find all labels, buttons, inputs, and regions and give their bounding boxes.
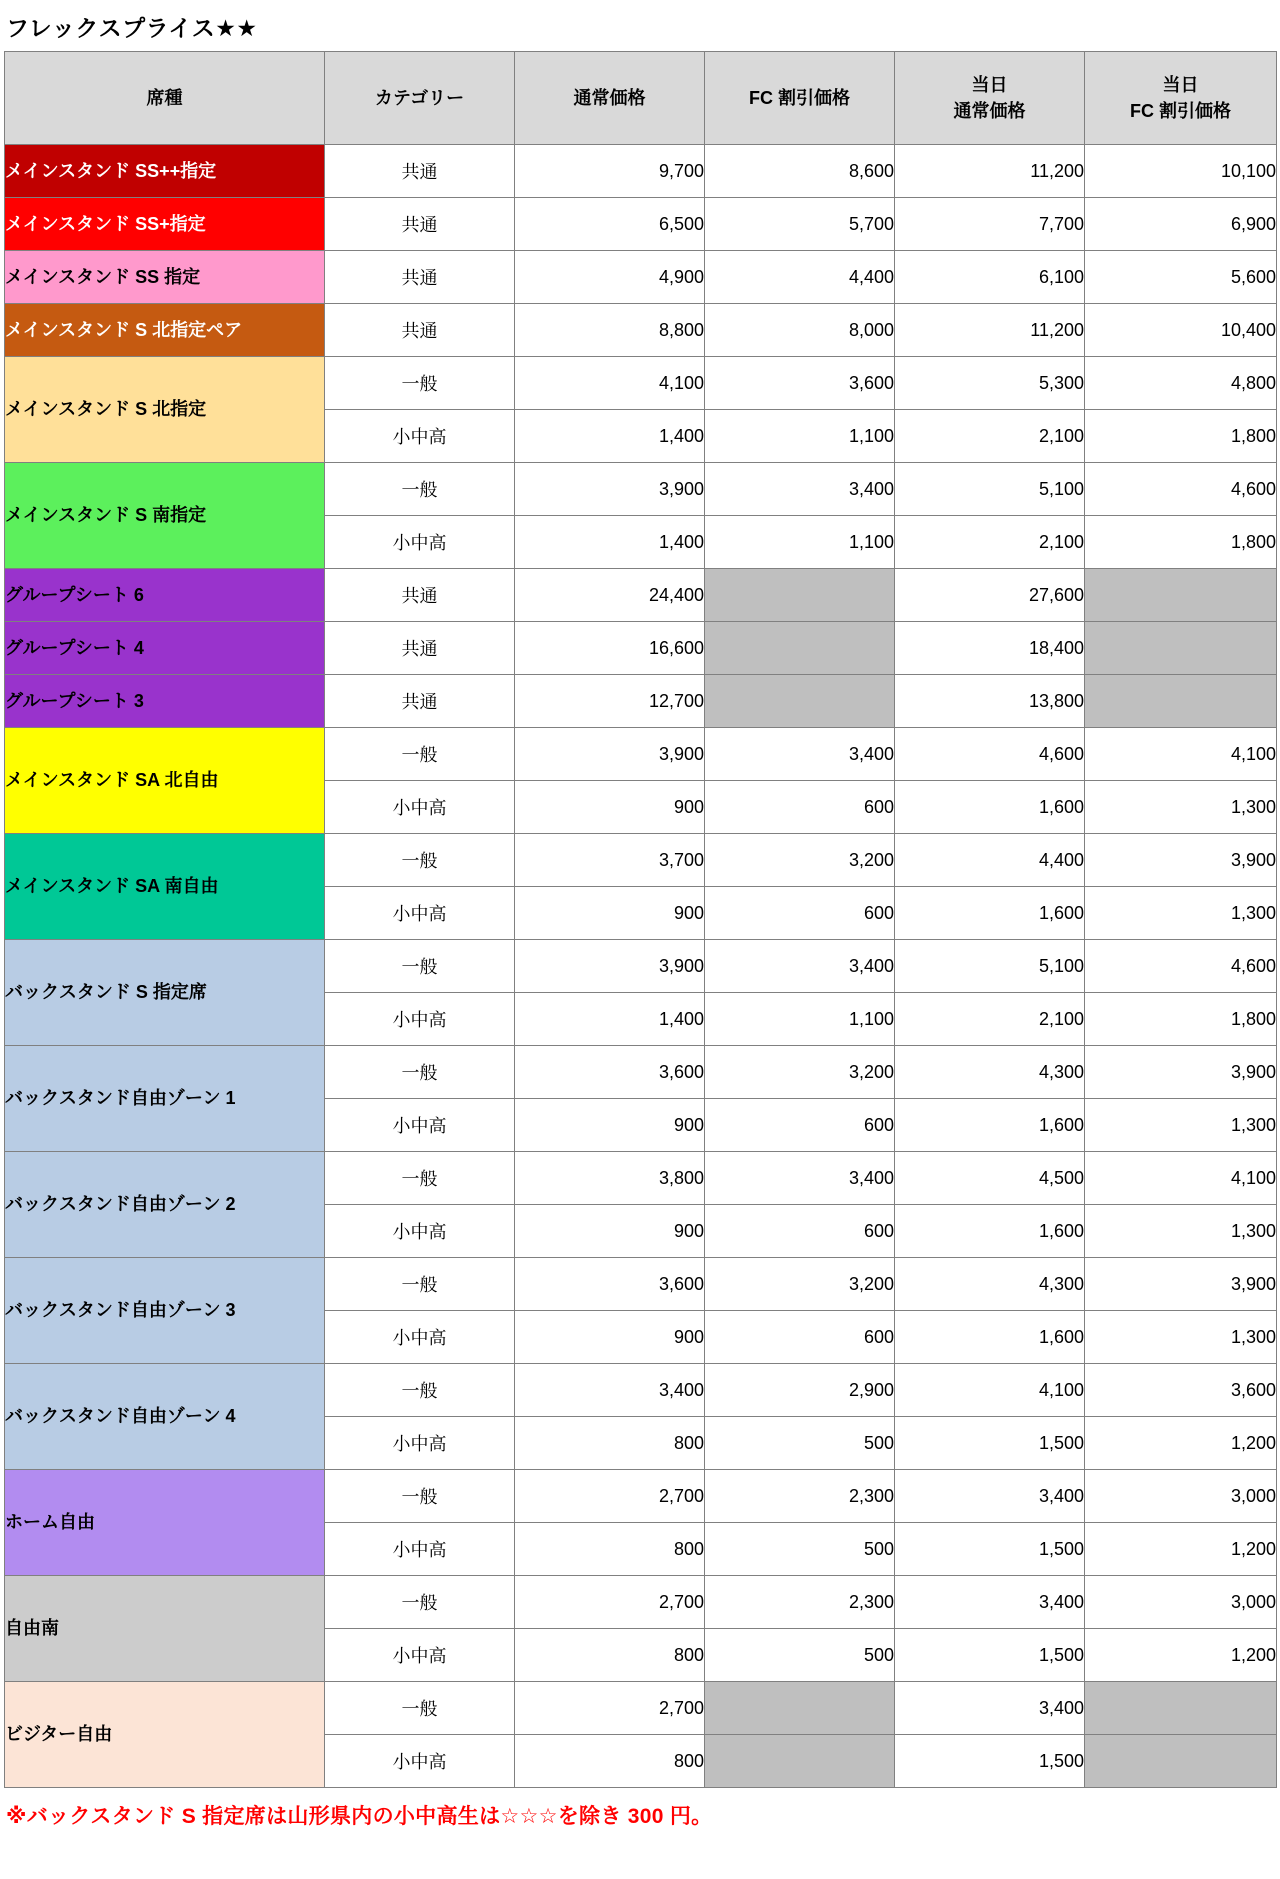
sameday-fc-price-cell: 1,800 bbox=[1085, 516, 1277, 569]
sameday-fc-label: FC 割引価格 bbox=[1130, 101, 1231, 121]
normal-price-cell: 900 bbox=[515, 1099, 705, 1152]
sameday-normal-price-cell: 1,500 bbox=[895, 1417, 1085, 1470]
sameday-normal-price-cell: 6,100 bbox=[895, 251, 1085, 304]
category-cell: 小中高 bbox=[325, 1629, 515, 1682]
seat-type-cell: バックスタンド自由ゾーン 3 bbox=[5, 1258, 325, 1364]
normal-price-cell: 900 bbox=[515, 1311, 705, 1364]
fc-price-cell: 8,600 bbox=[705, 145, 895, 198]
sameday-fc-price-cell: 4,600 bbox=[1085, 463, 1277, 516]
normal-price-cell: 12,700 bbox=[515, 675, 705, 728]
fc-price-cell: 3,400 bbox=[705, 1152, 895, 1205]
seat-type-cell: バックスタンド自由ゾーン 4 bbox=[5, 1364, 325, 1470]
sameday-normal-price-cell: 5,100 bbox=[895, 463, 1085, 516]
normal-price-cell: 3,900 bbox=[515, 463, 705, 516]
sameday-fc-price-cell: 4,600 bbox=[1085, 940, 1277, 993]
sameday-label-1: 当日 bbox=[971, 74, 1008, 95]
sameday-fc-price-cell: 3,000 bbox=[1085, 1470, 1277, 1523]
normal-price-cell: 800 bbox=[515, 1735, 705, 1788]
category-cell: 共通 bbox=[325, 675, 515, 728]
sameday-fc-price-cell: 3,000 bbox=[1085, 1576, 1277, 1629]
sameday-fc-price-cell: 3,900 bbox=[1085, 834, 1277, 887]
normal-price-cell: 3,900 bbox=[515, 940, 705, 993]
seat-type-cell: メインスタンド SA 北自由 bbox=[5, 728, 325, 834]
table-row bbox=[5, 1258, 1277, 1311]
sameday-normal-price-cell: 27,600 bbox=[895, 569, 1085, 622]
table-row bbox=[5, 1046, 1277, 1099]
footnote: ※バックスタンド S 指定席は山形県内の小中高生は☆☆☆を除き 300 円。 bbox=[6, 1805, 713, 1828]
sameday-fc-price-cell: 4,800 bbox=[1085, 357, 1277, 410]
fc-price-cell: 4,400 bbox=[705, 251, 895, 304]
table-row bbox=[5, 463, 1277, 516]
table-row bbox=[5, 1576, 1277, 1629]
fc-price-cell bbox=[705, 622, 895, 675]
sameday-fc-price-cell: 3,600 bbox=[1085, 1364, 1277, 1417]
seat-type-cell: ビジター自由 bbox=[5, 1682, 325, 1788]
fc-price-cell: 8,000 bbox=[705, 304, 895, 357]
sameday-fc-price-cell: 1,300 bbox=[1085, 887, 1277, 940]
fc-price-cell: 600 bbox=[705, 1311, 895, 1364]
category-cell: 一般 bbox=[325, 1364, 515, 1417]
table-row bbox=[5, 198, 1277, 251]
sameday-fc-price-cell bbox=[1085, 622, 1277, 675]
sameday-fc-price-cell: 1,300 bbox=[1085, 781, 1277, 834]
category-cell: 一般 bbox=[325, 1470, 515, 1523]
normal-price-cell: 6,500 bbox=[515, 198, 705, 251]
normal-price-cell: 3,700 bbox=[515, 834, 705, 887]
sameday-normal-price-cell: 1,600 bbox=[895, 781, 1085, 834]
fc-price-cell: 3,400 bbox=[705, 940, 895, 993]
sameday-normal-price-cell: 1,500 bbox=[895, 1523, 1085, 1576]
sameday-normal-price-cell: 13,800 bbox=[895, 675, 1085, 728]
fc-price-cell: 3,200 bbox=[705, 1046, 895, 1099]
sameday-label-2: 当日 bbox=[1162, 74, 1199, 95]
fc-price-cell: 500 bbox=[705, 1417, 895, 1470]
fc-price-cell: 600 bbox=[705, 1099, 895, 1152]
normal-price-cell: 3,400 bbox=[515, 1364, 705, 1417]
sameday-fc-price-cell: 10,100 bbox=[1085, 145, 1277, 198]
sameday-normal-price-cell: 1,600 bbox=[895, 1205, 1085, 1258]
sameday-normal-price-cell: 1,600 bbox=[895, 1311, 1085, 1364]
table-row bbox=[5, 834, 1277, 887]
fc-price-cell bbox=[705, 675, 895, 728]
fc-price-cell: 3,200 bbox=[705, 834, 895, 887]
seat-type-cell: バックスタンド自由ゾーン 1 bbox=[5, 1046, 325, 1152]
seat-type-cell: メインスタンド S 南指定 bbox=[5, 463, 325, 569]
normal-price-cell: 1,400 bbox=[515, 993, 705, 1046]
sameday-normal-price-cell: 18,400 bbox=[895, 622, 1085, 675]
normal-price-cell: 900 bbox=[515, 1205, 705, 1258]
fc-price-cell: 1,100 bbox=[705, 410, 895, 463]
table-row bbox=[5, 675, 1277, 728]
sameday-normal-price-cell: 2,100 bbox=[895, 993, 1085, 1046]
table-row bbox=[5, 357, 1277, 410]
category-cell: 一般 bbox=[325, 728, 515, 781]
normal-price-cell: 16,600 bbox=[515, 622, 705, 675]
category-cell: 共通 bbox=[325, 198, 515, 251]
fc-price-cell: 500 bbox=[705, 1523, 895, 1576]
sameday-normal-price-cell: 1,600 bbox=[895, 887, 1085, 940]
seat-type-cell: メインスタンド S 北指定 bbox=[5, 357, 325, 463]
sameday-normal-price-cell: 5,300 bbox=[895, 357, 1085, 410]
sameday-normal-price-cell: 1,500 bbox=[895, 1735, 1085, 1788]
sameday-normal-price-cell: 3,400 bbox=[895, 1470, 1085, 1523]
fc-price-cell: 500 bbox=[705, 1629, 895, 1682]
seat-type-cell: 自由南 bbox=[5, 1576, 325, 1682]
sameday-normal-price-cell: 3,400 bbox=[895, 1682, 1085, 1735]
seat-type-cell: グループシート 3 bbox=[5, 675, 325, 728]
fc-price-cell: 2,300 bbox=[705, 1576, 895, 1629]
sameday-normal-price-cell: 11,200 bbox=[895, 304, 1085, 357]
normal-price-cell: 8,800 bbox=[515, 304, 705, 357]
sameday-normal-price-cell: 4,300 bbox=[895, 1046, 1085, 1099]
normal-price-cell: 3,600 bbox=[515, 1258, 705, 1311]
seat-type-cell: メインスタンド S 北指定ペア bbox=[5, 304, 325, 357]
category-cell: 小中高 bbox=[325, 1523, 515, 1576]
sameday-fc-price-cell: 1,300 bbox=[1085, 1311, 1277, 1364]
table-row bbox=[5, 145, 1277, 198]
sameday-normal-price-cell: 7,700 bbox=[895, 198, 1085, 251]
sameday-normal-price-cell: 4,500 bbox=[895, 1152, 1085, 1205]
sameday-fc-price-cell bbox=[1085, 675, 1277, 728]
sameday-normal-price-cell: 2,100 bbox=[895, 516, 1085, 569]
category-cell: 一般 bbox=[325, 940, 515, 993]
column-header-normal-price: 通常価格 bbox=[515, 52, 705, 145]
sameday-fc-price-cell: 5,600 bbox=[1085, 251, 1277, 304]
normal-price-cell: 800 bbox=[515, 1417, 705, 1470]
seat-type-cell: メインスタンド SS++指定 bbox=[5, 145, 325, 198]
sameday-fc-price-cell: 1,800 bbox=[1085, 993, 1277, 1046]
normal-price-cell: 4,100 bbox=[515, 357, 705, 410]
price-table bbox=[4, 51, 1277, 1788]
normal-price-cell: 24,400 bbox=[515, 569, 705, 622]
fc-price-cell: 3,400 bbox=[705, 463, 895, 516]
table-row bbox=[5, 251, 1277, 304]
category-cell: 小中高 bbox=[325, 410, 515, 463]
category-cell: 小中高 bbox=[325, 993, 515, 1046]
table-row bbox=[5, 569, 1277, 622]
table-row bbox=[5, 304, 1277, 357]
category-cell: 一般 bbox=[325, 1682, 515, 1735]
sameday-fc-price-cell: 1,200 bbox=[1085, 1417, 1277, 1470]
seat-type-cell: グループシート 6 bbox=[5, 569, 325, 622]
sameday-normal-price-cell: 1,500 bbox=[895, 1629, 1085, 1682]
category-cell: 小中高 bbox=[325, 1311, 515, 1364]
fc-price-cell bbox=[705, 1682, 895, 1735]
table-header-row bbox=[5, 52, 1277, 145]
fc-price-cell: 1,100 bbox=[705, 993, 895, 1046]
seat-type-cell: ホーム自由 bbox=[5, 1470, 325, 1576]
category-cell: 一般 bbox=[325, 1258, 515, 1311]
category-cell: 一般 bbox=[325, 1576, 515, 1629]
column-header-category: カテゴリー bbox=[325, 52, 515, 145]
normal-price-cell: 2,700 bbox=[515, 1470, 705, 1523]
category-cell: 小中高 bbox=[325, 1099, 515, 1152]
category-cell: 小中高 bbox=[325, 887, 515, 940]
normal-price-cell: 2,700 bbox=[515, 1682, 705, 1735]
sameday-normal-price-cell: 1,600 bbox=[895, 1099, 1085, 1152]
normal-price-cell: 3,800 bbox=[515, 1152, 705, 1205]
sameday-fc-price-cell: 1,300 bbox=[1085, 1205, 1277, 1258]
page-title: フレックスプライス★★ bbox=[6, 15, 258, 41]
category-cell: 一般 bbox=[325, 357, 515, 410]
column-header-seat: 席種 bbox=[5, 52, 325, 145]
sameday-normal-price-cell: 2,100 bbox=[895, 410, 1085, 463]
table-body bbox=[5, 145, 1277, 1788]
sameday-fc-price-cell: 1,200 bbox=[1085, 1523, 1277, 1576]
category-cell: 小中高 bbox=[325, 781, 515, 834]
fc-price-cell: 3,400 bbox=[705, 728, 895, 781]
sameday-fc-price-cell: 1,300 bbox=[1085, 1099, 1277, 1152]
category-cell: 共通 bbox=[325, 145, 515, 198]
table-row bbox=[5, 1470, 1277, 1523]
fc-price-cell: 600 bbox=[705, 1205, 895, 1258]
sameday-fc-price-cell bbox=[1085, 1682, 1277, 1735]
sameday-fc-price-cell: 6,900 bbox=[1085, 198, 1277, 251]
seat-type-cell: メインスタンド SS+指定 bbox=[5, 198, 325, 251]
sameday-normal-price-cell: 4,600 bbox=[895, 728, 1085, 781]
sameday-normal-price-cell: 5,100 bbox=[895, 940, 1085, 993]
fc-price-cell: 2,300 bbox=[705, 1470, 895, 1523]
column-header-sameday-normal-price bbox=[895, 52, 1085, 145]
column-header-sameday-fc-price bbox=[1085, 52, 1277, 145]
sameday-fc-price-cell: 1,800 bbox=[1085, 410, 1277, 463]
normal-price-cell: 3,600 bbox=[515, 1046, 705, 1099]
column-header-fc-price: FC 割引価格 bbox=[705, 52, 895, 145]
category-cell: 一般 bbox=[325, 1152, 515, 1205]
normal-price-cell: 800 bbox=[515, 1523, 705, 1576]
sameday-normal-price-cell: 4,100 bbox=[895, 1364, 1085, 1417]
fc-price-cell: 2,900 bbox=[705, 1364, 895, 1417]
sameday-normal-price-cell: 11,200 bbox=[895, 145, 1085, 198]
category-cell: 一般 bbox=[325, 1046, 515, 1099]
normal-price-cell: 1,400 bbox=[515, 410, 705, 463]
table-row bbox=[5, 1682, 1277, 1735]
category-cell: 小中高 bbox=[325, 516, 515, 569]
seat-type-cell: グループシート 4 bbox=[5, 622, 325, 675]
sameday-fc-price-cell bbox=[1085, 569, 1277, 622]
normal-price-cell: 3,900 bbox=[515, 728, 705, 781]
sameday-fc-price-cell bbox=[1085, 1735, 1277, 1788]
normal-price-cell: 1,400 bbox=[515, 516, 705, 569]
sameday-normal-price-cell: 4,400 bbox=[895, 834, 1085, 887]
seat-type-cell: メインスタンド SS 指定 bbox=[5, 251, 325, 304]
table-row bbox=[5, 940, 1277, 993]
category-cell: 共通 bbox=[325, 251, 515, 304]
fc-price-cell bbox=[705, 1735, 895, 1788]
seat-type-cell: バックスタンド自由ゾーン 2 bbox=[5, 1152, 325, 1258]
fc-price-cell: 3,600 bbox=[705, 357, 895, 410]
normal-price-cell: 4,900 bbox=[515, 251, 705, 304]
category-cell: 一般 bbox=[325, 463, 515, 516]
sameday-fc-price-cell: 10,400 bbox=[1085, 304, 1277, 357]
category-cell: 小中高 bbox=[325, 1205, 515, 1258]
category-cell: 小中高 bbox=[325, 1735, 515, 1788]
fc-price-cell: 600 bbox=[705, 887, 895, 940]
table-row bbox=[5, 1364, 1277, 1417]
category-cell: 共通 bbox=[325, 622, 515, 675]
table-row bbox=[5, 622, 1277, 675]
sameday-normal-label: 通常価格 bbox=[953, 101, 1026, 121]
fc-price-cell: 5,700 bbox=[705, 198, 895, 251]
normal-price-cell: 900 bbox=[515, 887, 705, 940]
sameday-fc-price-cell: 4,100 bbox=[1085, 728, 1277, 781]
sameday-fc-price-cell: 3,900 bbox=[1085, 1258, 1277, 1311]
fc-price-cell: 3,200 bbox=[705, 1258, 895, 1311]
seat-type-cell: メインスタンド SA 南自由 bbox=[5, 834, 325, 940]
category-cell: 一般 bbox=[325, 834, 515, 887]
normal-price-cell: 800 bbox=[515, 1629, 705, 1682]
table-row bbox=[5, 728, 1277, 781]
fc-price-cell: 600 bbox=[705, 781, 895, 834]
category-cell: 共通 bbox=[325, 304, 515, 357]
table-header bbox=[5, 52, 1277, 145]
sameday-fc-price-cell: 1,200 bbox=[1085, 1629, 1277, 1682]
normal-price-cell: 900 bbox=[515, 781, 705, 834]
fc-price-cell bbox=[705, 569, 895, 622]
sameday-fc-price-cell: 3,900 bbox=[1085, 1046, 1277, 1099]
category-cell: 共通 bbox=[325, 569, 515, 622]
fc-price-cell: 1,100 bbox=[705, 516, 895, 569]
seat-type-cell: バックスタンド S 指定席 bbox=[5, 940, 325, 1046]
sameday-fc-price-cell: 4,100 bbox=[1085, 1152, 1277, 1205]
sameday-normal-price-cell: 3,400 bbox=[895, 1576, 1085, 1629]
category-cell: 小中高 bbox=[325, 1417, 515, 1470]
normal-price-cell: 9,700 bbox=[515, 145, 705, 198]
table-row bbox=[5, 1152, 1277, 1205]
sameday-normal-price-cell: 4,300 bbox=[895, 1258, 1085, 1311]
normal-price-cell: 2,700 bbox=[515, 1576, 705, 1629]
